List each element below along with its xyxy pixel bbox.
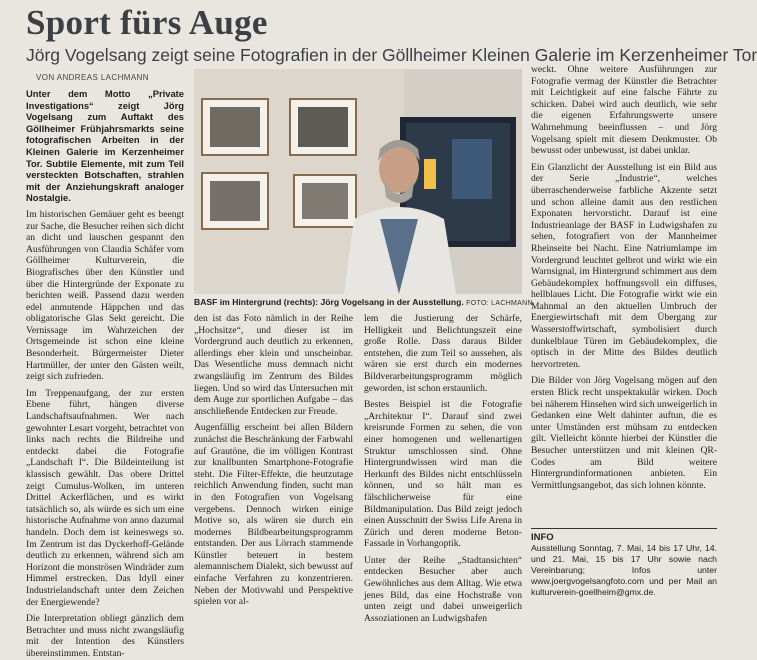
body-paragraph: Augenfällig erscheint bei allen Bildern zunächst die Beschränkung der Farbwahl auf Grautöne, die im völligen Kontrast zur knallbunten Smartphone-Fotografie steht. Die Filter-Effekte, die heutzutage reichlich Anwendung finden, sucht man in den Fotografien von Vogelsang vergebens. Dennoch wirken einige Motive so, als wären sie durch ein modernes Bildbearbeitungsprogramm entstanden. Der aus Lörrach stammende Künstler beteuert in bestem alemannischem Dialekt, sich bewusst auf einfache Verfahren zu konzentrieren. Neben der Motivwahl und Perspektive spielen vor al- [194,422,353,608]
photo-credit: FOTO: LACHMANN [466,300,533,307]
headline: Sport fürs Auge [26,3,268,42]
body-paragraph: Im Treppenaufgang, der zur ersten Ebene führt, hängen diverse Landschaftsaufnahmen. Wer nach gewohnter Lesart vorgeht, betrachtet von links nach rechts die Bildreihe und entdeckt dabei die Fotografie „Landschaft I“. Die Bildeinteilung ist klassisch gewählt. Das obere Drittel zeigt Cumulus-Wolken, im unteren Drittel Ackerflächen, und es wirkt tatsächlich so, als würde es sich um eine historische Aufnahme von anno dazumal handeln. Doch dem ist keineswegs so. Im Zentrum ist das Dyckerhoff-Gelände deutlich zu erkennen, während sich am Horizont die monströsen Windräder zum Himmel erstrecken. Das Idyll einer Industrielandschaft unter dem Zeichen der Energiewende? [26,387,184,608]
column-1 [26,88,184,659]
body-paragraph: lem die Justierung der Schärfe, Helligkeit und Belichtungszeit eine große Rolle. Dass daraus Bilder entstehen, die zum Teil so aussehen, als wären sie erst durch ein modernes Bildverarbeitungsprogramm möglich geworden, ist schon erstaunlich. [364,313,522,394]
info-heading: INFO [531,532,554,543]
body-paragraph: Ein Glanzlicht der Ausstellung ist ein Bild aus der Serie „Industrie“, welches überraschenderweise farbliche Akzente setzt und schon alleine damit aus den restlichen Exponaten hervorsticht. Darauf ist eine Industrieanlage der BASF in Ludwigshafen zu sehen, fotografiert von der Mannheimer Rheinseite bei Nacht. Eine Natriumlampe im Vordergrund leuchtet gelbrot und wirkt wie ein Warnsignal, im Hintergrund schimmert aus dem Gebäudekomplex hoffnungsvoll ein diffuses, hellblaues Licht. Die Fotografie wirkt wie ein Mahnmal an den aktuellen Umbruch der Energiewirtschaft mit dem Übergang zur Wasserstoffwirtschaft, symbolisiert durch dunkelblaue Türen im Gebäudekomplex, die optisch in der Mitte des Bildes deutlich hervortreten. [531,161,717,370]
column-3 [364,313,522,624]
subheadline: Jörg Vogelsang zeigt seine Fotografien in der Göllheimer Kleinen Galerie im Kerzenheimer Tor [26,45,757,65]
body-paragraph: weckt. Ohne weitere Ausführungen zur Fotografie vermag der Künstler die Betrachter mit Leichtigkeit auf eine falsche Fährte zu schicken. Dabei wird auch deutlich, wie sehr die eigenen Erfahrungswerte unsere Wahrnehmung beeinflussen – und Jörg Vogelsang spielt mit diesem Denkmuster. Ob bewusst oder unbewusst, ist dabei unklar. [531,64,717,157]
body-paragraph: Im historischen Gemäuer geht es beengt zur Sache, die Besucher reihen sich dicht an dicht und lauschen gespannt den Ausführungen von Claudia Schäfer vom Göllheimer Kulturverein, die Biografisches über den Künstler und über die Hintergründe der Exponate zu berichten weiß. Passend dazu werden edel anmutende Häppchen und das obligatorische Glas Sekt gereicht. Die Vernissage im Wahrzeichen der Ortsgemeinde ist schon eine kleine Besonderheit. Bürgermeister Dieter Hartmüller, der unter den Gästen weilt, zeigt sich zufrieden. [26,208,184,383]
info-text: Ausstellung Sonntag, 7. Mai, 14 bis 17 Uhr, 14. und 21. Mai, 15 bis 17 Uhr sowie nach Vereinbarung; Infos unter www.joergvogelsangfoto.com und per Mail an kulturverein-goellheim@gmx.de. [531,543,717,597]
column-2 [194,313,353,608]
caption-text: BASF im Hintergrund (rechts): Jörg Vogelsang in der Ausstellung. [194,297,464,307]
body-paragraph: den ist das Foto nämlich in der Reihe „Hochsitze“, und dieser ist im Vordergrund auch deutlich zu erkennen, allerdings eher klein und unscheinbar. Das Wesentliche muss demnach nicht zwangsläufig im Zentrum des Bildes liegen. Und so wird das Untersuchen mit dem Auge zur sportlichen Aufgabe – das anschließende Entdecken zur Freude. [194,313,353,417]
lead-paragraph: Unter dem Motto „Private Investigations“ zeigt Jörg Vogelsang zum Auftakt des Göllheimer Frühjahrsmarkts seine fotografischen Arbeiten in der Kleinen Galerie im Kerzenheimer Tor. Subtile Elemente, mit zum Teil versteckten Botschaften, strahlen mit der Anziehungskraft analoger Nostalgie. [26,88,184,204]
info-box [531,528,717,598]
body-paragraph: Die Interpretation obliegt gänzlich dem Betrachter und muss nicht zwangsläufig mit der Intention des Künstlers übereinstimmen. Entstan- [26,613,184,659]
body-paragraph: Bestes Beispiel ist die Fotografie „Architektur I“. Darauf sind zwei kreisrunde Formen zu sehen, die von einer homogenen und wellenartigen Struktur umschlossen sind. Ohne Hintergrundwissen wird man die Herkunft des Bildes nicht entschlüsseln können, und so hält man es fälschlicherweise für eine Bildmanipulation. Das Bild zeigt jedoch einen Ausschnitt der Swiss Life Arena in Zürich und deren moderne Beton-Fassade in Vorhangoptik. [364,399,522,550]
body-paragraph: Unter der Reihe „Stadtansichten“ entdecken Besucher aber auch Gewöhnliches aus dem Alltag. Wie etwa jenes Bild, das eine Hochstraße von unten zeigt und dabei unweigerlich Assoziationen an Ludwigshafen [364,554,522,624]
byline: VON ANDREAS LACHMANN [36,73,149,82]
photo-caption [194,297,533,307]
column-4 [531,64,717,526]
body-paragraph: Die Bilder von Jörg Vogelsang mögen auf den ersten Blick recht unspektakulär wirken. Doch bei näherem Hinsehen wird sich unweigerlich in Gedanken eine Welt dahinter auftun, die es unter Umständen erst mühsam zu entdecken gilt. Vielleicht könnte hierbei der Künstler die Besucher unterstützen und mit kleinen QR-Codes am Bild weitere Hintergrundinformationen anbieten. Ein Vermittlungsangebot, das sich lohnen könnte. [531,375,717,491]
photo-illustration [194,69,522,294]
article-photo [194,69,522,294]
